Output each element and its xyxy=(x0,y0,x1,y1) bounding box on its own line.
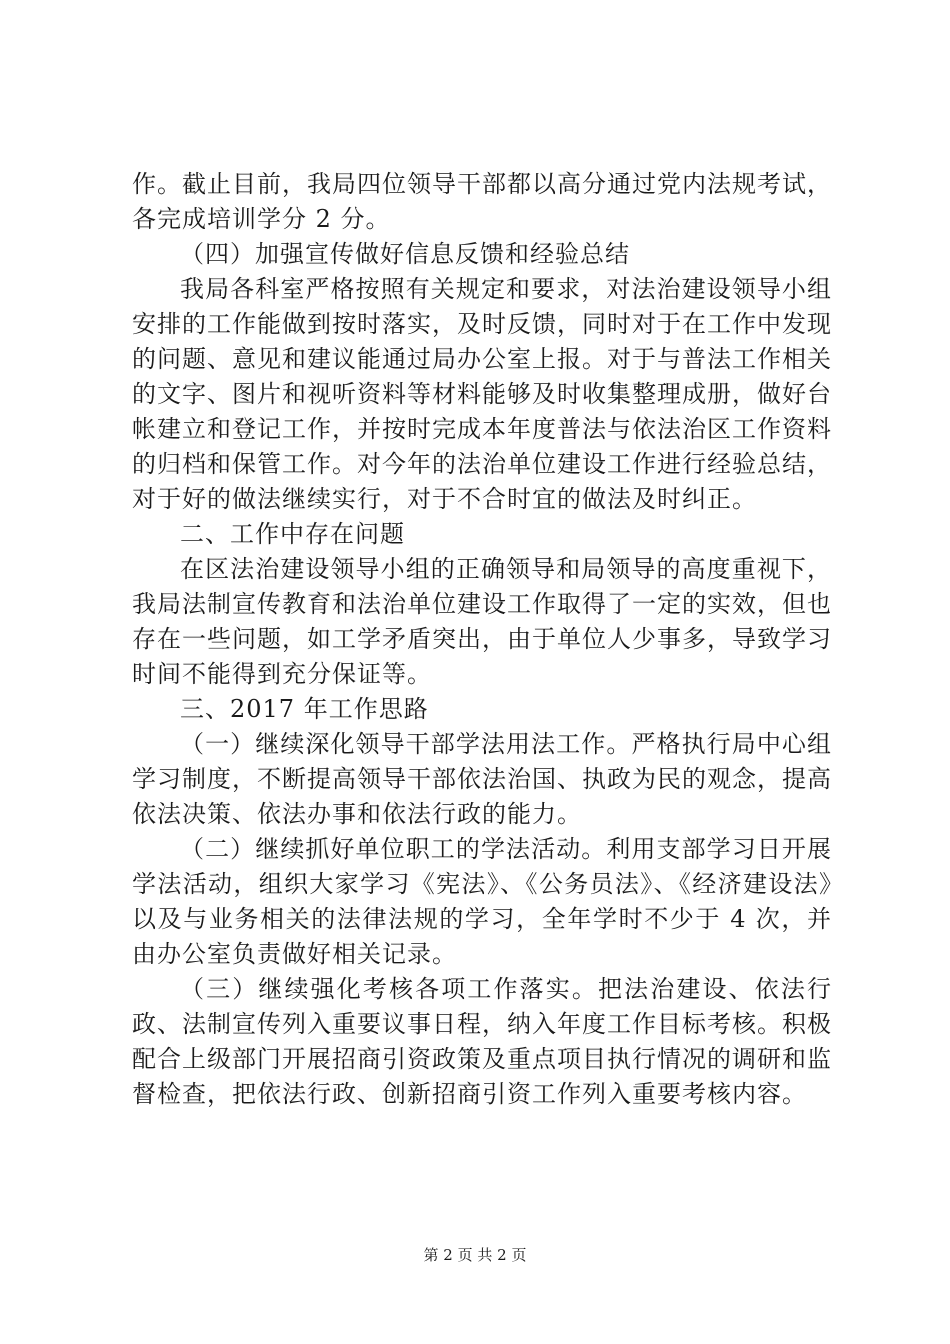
paragraph-3: 在区法治建设领导小组的正确领导和局领导的高度重视下，我局法制宣传教育和法治单位建设工作取得了一定的实效，但也存在一些问题，如工学矛盾突出，由于单位人少事多，导致学习时间不能得到充分保证等。 xyxy=(132,555,832,688)
paragraph-plan-2: （二）继续抓好单位职工的学法活动。利用支部学习日开展学法活动，组织大家学习《宪法》、《公务员法》、《经济建设法》以及与业务相关的法律法规的学习，全年学时不少于 4 次，并由办公室负责做好相关记录。 xyxy=(132,835,832,968)
paragraph-plan-1: （一）继续深化领导干部学法用法工作。严格执行局中心组学习制度，不断提高领导干部依法治国、执政为民的观念，提高依法决策、依法办事和依法行政的能力。 xyxy=(132,730,832,828)
document-body xyxy=(132,167,832,1112)
paragraph-1: 作。截止目前，我局四位领导干部都以高分通过党内法规考试，各完成培训学分 2 分。 xyxy=(132,170,832,233)
paragraph-plan-3: （三）继续强化考核各项工作落实。把法治建设、依法行政、法制宣传列入重要议事日程，纳入年度工作目标考核。积极配合上级部门开展招商引资政策及重点项目执行情况的调研和监督检查，把依法行政、创新招商引资工作列入重要考核内容。 xyxy=(132,975,832,1108)
section-heading-problems: 二、工作中存在问题 xyxy=(180,520,405,548)
section-heading-4: （四）加强宣传做好信息反馈和经验总结 xyxy=(180,240,630,268)
paragraph-2: 我局各科室严格按照有关规定和要求，对法治建设领导小组安排的工作能做到按时落实，及时反馈，同时对于在工作中发现的问题、意见和建议能通过局办公室上报。对于与普法工作相关的文字、图片和视听资料等材料能够及时收集整理成册，做好台帐建立和登记工作，并按时完成本年度普法与依法治区工作资料的归档和保管工作。对今年的法治单位建设工作进行经验总结，对于好的做法继续实行，对于不合时宜的做法及时纠正。 xyxy=(132,275,832,513)
section-heading-2017-plan: 三、2017 年工作思路 xyxy=(180,695,429,723)
page-footer: 第 2 页 共 2 页 xyxy=(423,1246,527,1264)
